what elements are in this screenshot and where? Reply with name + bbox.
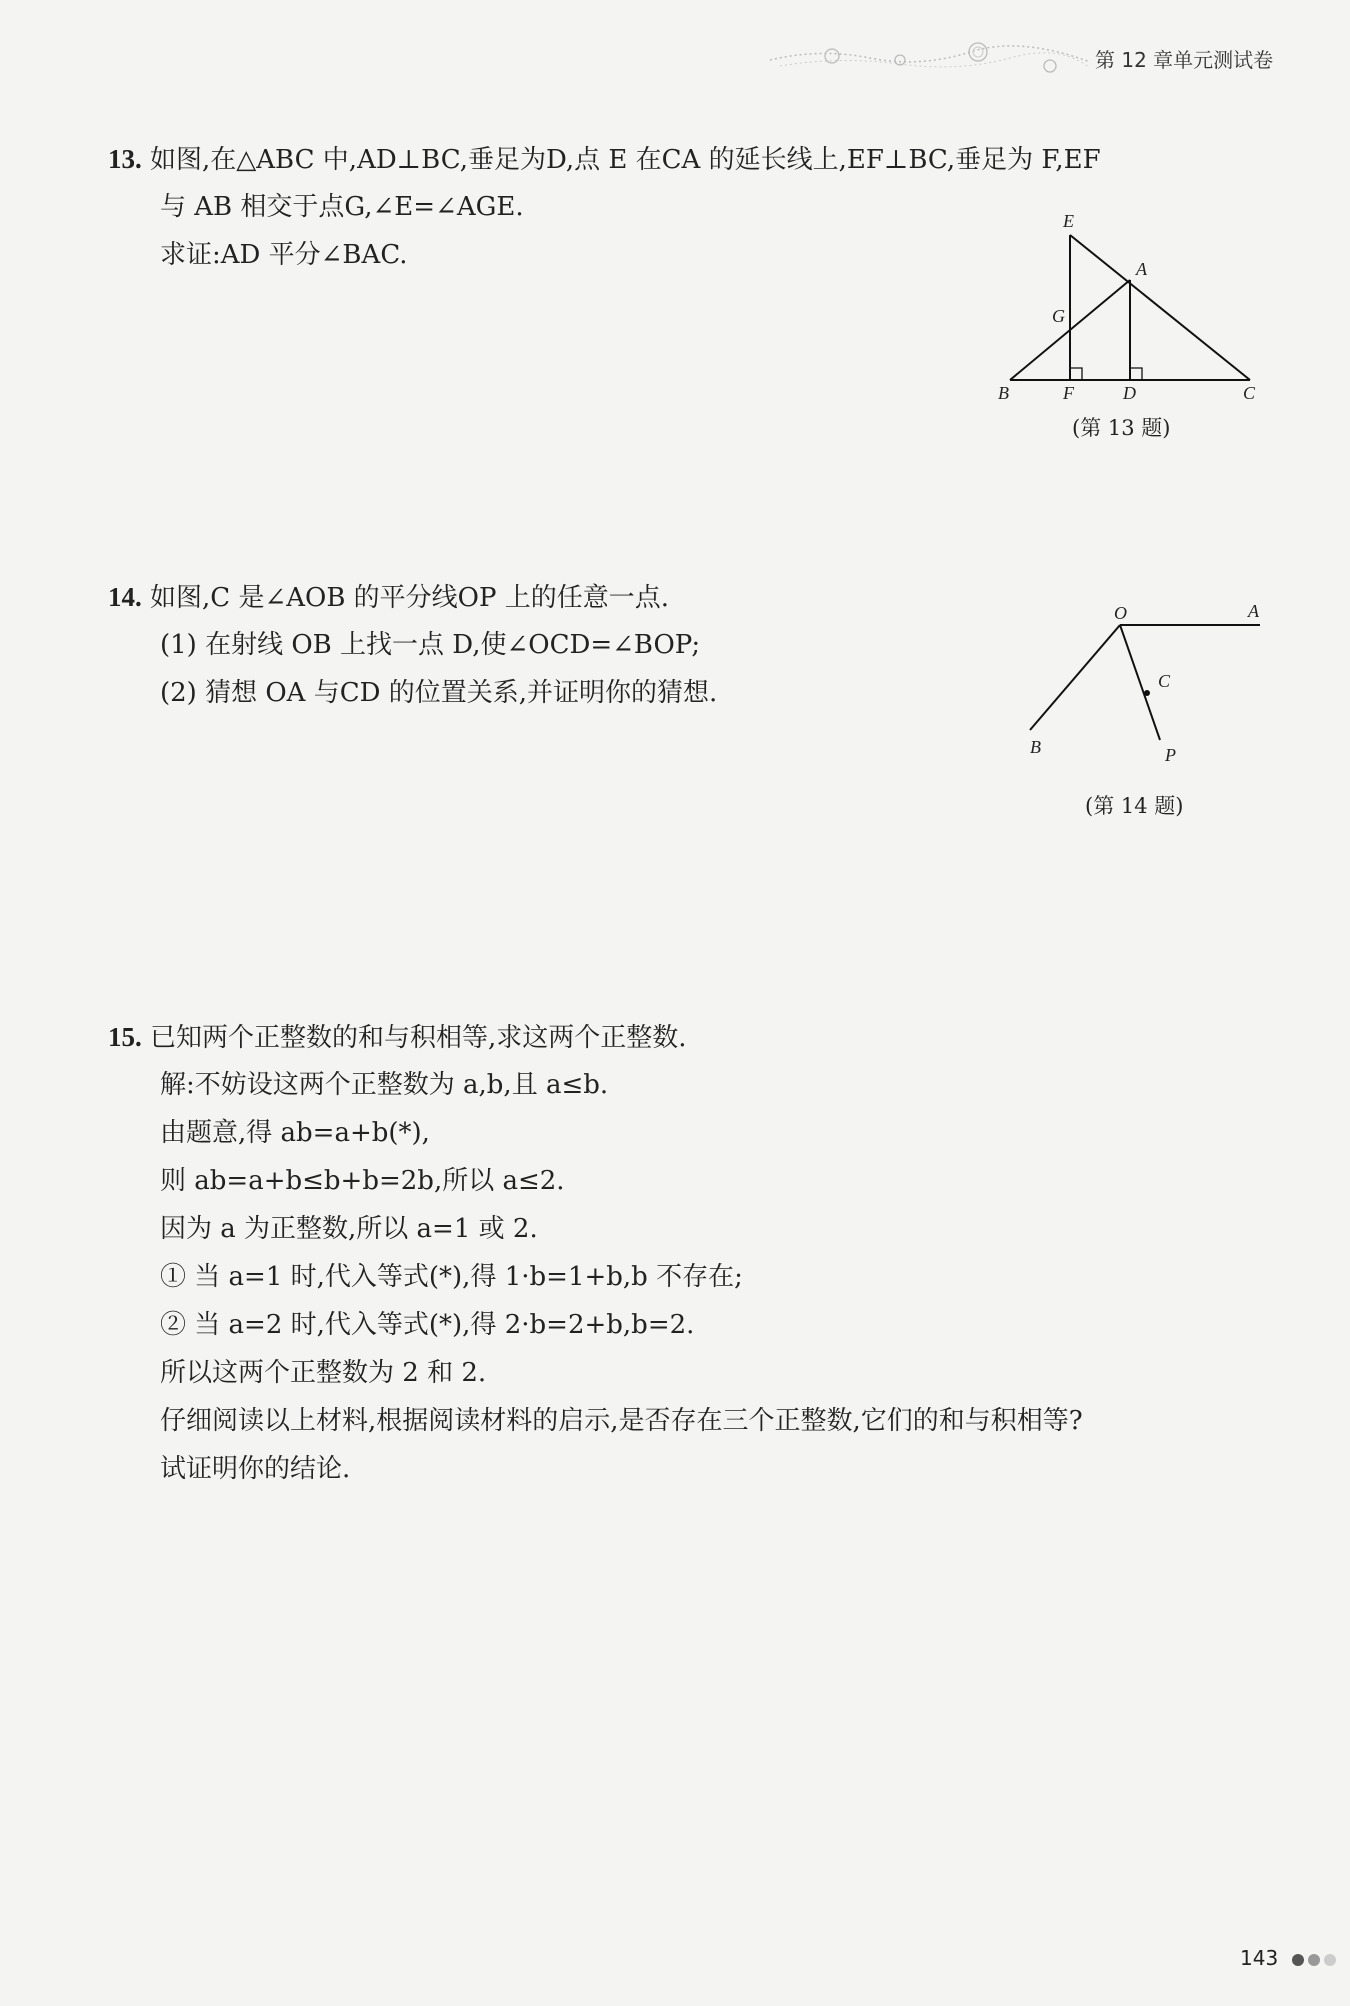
chapter-title: 第 12 章单元测试卷 bbox=[1095, 48, 1274, 72]
label-f: F bbox=[1063, 383, 1074, 403]
q15-line: 已知两个正整数的和与积相等,求这两个正整数. bbox=[150, 1023, 687, 1053]
label-b: B bbox=[1030, 737, 1041, 757]
q13-line1: 如图,在△ABC 中,AD⊥BC,垂足为D,点 E 在CA 的延长线上,EF⊥BC,垂足为 F,EF bbox=[150, 145, 1101, 175]
label-a: A bbox=[1136, 259, 1147, 279]
page-dots-icon bbox=[1290, 1950, 1350, 1970]
q14-line1: 如图,C 是∠AOB 的平分线OP 上的任意一点. bbox=[150, 583, 670, 613]
q13-caption: (第 13 题) bbox=[1072, 416, 1171, 440]
page-number: 143 bbox=[1240, 1946, 1279, 1970]
q14-number: 14. bbox=[108, 582, 142, 612]
q13-line1-row bbox=[108, 142, 1101, 177]
q15-line: ① 当 a=1 时,代入等式(*),得 1·b=1+b,b 不存在; bbox=[160, 1262, 743, 1292]
label-o: O bbox=[1114, 603, 1127, 623]
label-b: B bbox=[998, 383, 1009, 403]
label-p: P bbox=[1165, 745, 1176, 765]
q13-figure bbox=[990, 205, 1270, 405]
q15-line1-row bbox=[108, 1020, 687, 1055]
label-g: G bbox=[1052, 306, 1065, 326]
label-d: D bbox=[1123, 383, 1136, 403]
q14-caption: (第 14 题) bbox=[1085, 794, 1184, 818]
q15-line: 试证明你的结论. bbox=[160, 1454, 351, 1484]
q13-line3: 求证:AD 平分∠BAC. bbox=[160, 240, 408, 270]
label-e: E bbox=[1063, 211, 1074, 231]
q15-line: ② 当 a=2 时,代入等式(*),得 2·b=2+b,b=2. bbox=[160, 1310, 695, 1340]
right-angle-f-icon bbox=[1070, 368, 1082, 380]
q15-number: 15. bbox=[108, 1022, 142, 1052]
label-c: C bbox=[1158, 671, 1171, 691]
q13-number: 13. bbox=[108, 144, 142, 174]
q15-line: 所以这两个正整数为 2 和 2. bbox=[160, 1358, 487, 1388]
header-decoration-icon bbox=[760, 38, 1090, 78]
point-c-icon bbox=[1144, 690, 1150, 696]
right-angle-d-icon bbox=[1130, 368, 1142, 380]
q14-figure bbox=[1010, 595, 1280, 775]
q14-line2: (1) 在射线 OB 上找一点 D,使∠OCD=∠BOP; bbox=[160, 630, 701, 660]
ray-op bbox=[1120, 625, 1160, 740]
q15-line: 由题意,得 ab=a+b(*), bbox=[160, 1118, 430, 1148]
q13-line2: 与 AB 相交于点G,∠E=∠AGE. bbox=[160, 192, 524, 222]
q14-line1-row bbox=[108, 580, 669, 615]
label-a: A bbox=[1248, 601, 1259, 621]
q14-line3: (2) 猜想 OA 与CD 的位置关系,并证明你的猜想. bbox=[160, 678, 718, 708]
q15-line: 因为 a 为正整数,所以 a=1 或 2. bbox=[160, 1214, 538, 1244]
label-c: C bbox=[1243, 383, 1256, 403]
q15-line: 则 ab=a+b≤b+b=2b,所以 a≤2. bbox=[160, 1166, 565, 1196]
ray-ob bbox=[1030, 625, 1120, 730]
q15-line: 仔细阅读以上材料,根据阅读材料的启示,是否存在三个正整数,它们的和与积相等? bbox=[160, 1406, 1083, 1436]
q15-line: 解:不妨设这两个正整数为 a,b,且 a≤b. bbox=[160, 1070, 609, 1100]
